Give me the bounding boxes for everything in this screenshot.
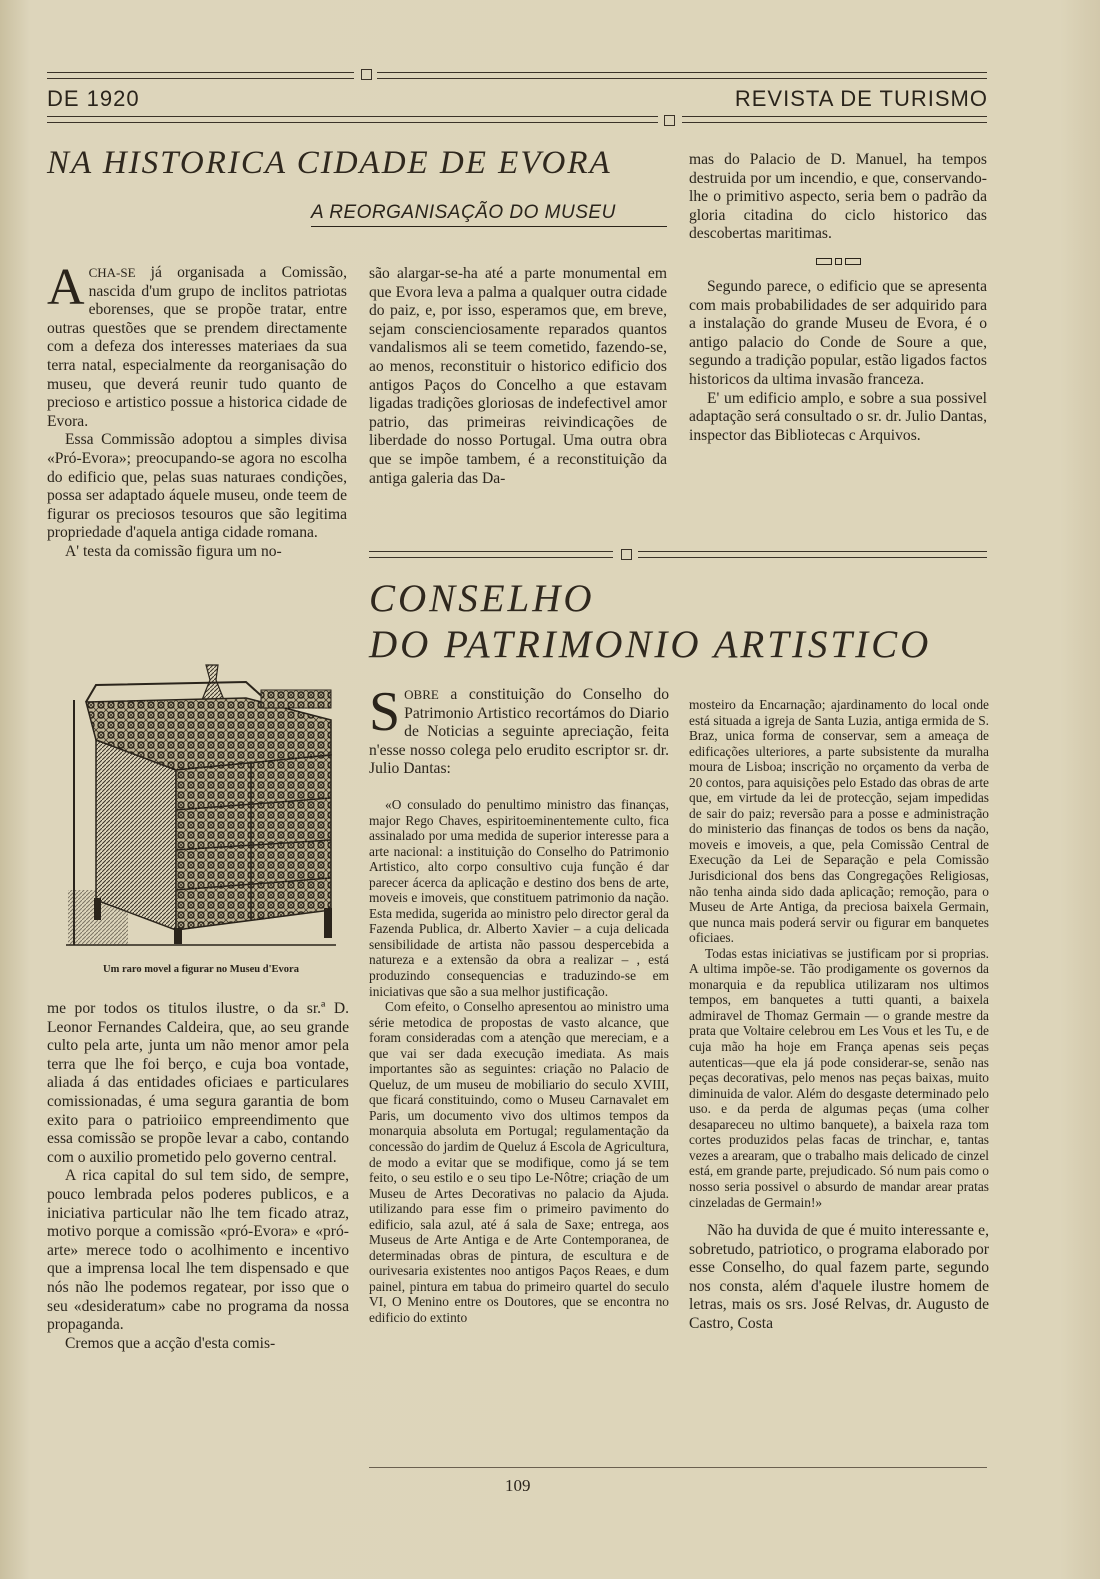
article2-quote-paragraph: «O consulado do penultimo ministro das finanças, major Rego Chaves, espiritoeminentemente culto, fica assinalado por uma medida de superior interesse para a arte nacional: a instituição do Conselho do Patrimonio Artistico, alto corpo consultivo cuja função é dar parecer ácerca da aplicação e destino dos bens de arte, moveis e imoveis, que constituem patrimonio da nação. Esta medida, sugerida ao ministro pelo director geral da Fazenda Publica, dr. Alberto Xavier – a cuja delicada sensibilidade de artista não passou despercebida a natureza e a extensão da obra a realizar – , está produzindo consequencias e traduzindo-se em iniciativas que são a sua melhor justificação.	[369, 796, 669, 999]
footer-rule	[369, 1467, 987, 1468]
article2-quote-paragraph: Com efeito, o Conselho apresentou ao ministro uma série metodica de propostas de vasto alcance, que foram consideradas com a atenção que mereciam, e a que vai ser dada execução imediata. As mais importantes são as seguintes: criação no Palacio de Queluz, de um museu de mobiliario do seculo XVIII, que ficará constituindo, como o Museu Carnavalet em Paris, um documento vivo dos ultimos tempos da monarquia absoluta em Portugal; regulamentação da concessão do jardim de Queluz á Escola de Agricultura, de modo a evitar que se modifique, como já se tem feito, o seu estilo e o seu tipo Le-Nôtre; criação de um Museu de Artes Decorativas no palacio da Ajuda. utilizando para esse fim o primeiro pavimento do edificio, sala azul, até á sala de Saxe; entrega, aos Museus de Arte Antiga e de Arte Contemporanea, de determinadas obras de pintura, de escultura e de ourivesaria existentes noo antigos Paços Reaes, e dum painel, pintura em tabua do primeiro quartel do seculo VI, O Menino entre os Doutores, que se encontra no edificio do extinto	[369, 999, 669, 1326]
section-rule-right	[638, 551, 987, 558]
header-bottom-rule-left	[47, 116, 658, 123]
article1-column-1	[47, 259, 347, 562]
article2-dropcap: S	[369, 681, 401, 743]
article1-paragraph: Segundo parece, o edificio que se apresenta com mais probabilidades de ser adquirido para a instalação do grande Museu de Evora, é o antigo palacio do Conde de Soure a que, segundo a tradição popular, estão ligados factos historicos da ultima invasão franceza.	[689, 277, 987, 388]
article1-subtitle-underline	[311, 226, 667, 227]
article1-paragraph: me por todos os titulos ilustre, o da sr.ª D. Leonor Fernandes Caldeira, que, ao seu grande culto pela arte, junta um não menor amor pela terra que lhe foi berço, e cuja boa vontade, aliada á das entidades oficiaes e particulares comissionadas, é uma segura garantia de bom exito para o patrioiico empreendimento que essa comissão se propõe levar a cabo, contando com o auxilio prometido pelo governo central.	[47, 1000, 349, 1166]
header-magazine-name: REVISTA DE TURISMO	[734, 86, 988, 111]
header-bottom-ornament-box	[664, 115, 675, 126]
furniture-engraving	[66, 660, 336, 950]
article1-paragraph: Cremos que a acção d'esta comis-	[65, 1334, 276, 1352]
article1-paragraph: Essa Commissão adoptou a simples divisa «Pró-Evora»; preocupando-se agora no escolha do edificio que, pelas suas naturaes condições, possa ser adaptado áquele museu, onde teem de figurar os preciosos tesouros que são legitima propriedade d'aquela antiga cidade romana.	[47, 431, 347, 542]
page-number: 109	[505, 1476, 531, 1495]
article1-paragraph: mas do Palacio de D. Manuel, ha tempos destruida por um incendio, e que, conservando-lhe o primitivo aspecto, seria bem o padrão da gloria citadina do ciclo historico das descobertas maritimas.	[689, 151, 987, 243]
article1-paragraph: E' um edificio amplo, e sobre a sua possivel adaptação será consultado o sr. dr. Julio Dantas, inspector das Bibliotecas c Arquivos.	[689, 389, 987, 444]
header-top-rule-right	[377, 72, 987, 79]
header-top-rule-left	[47, 72, 354, 79]
article2-quote-paragraph: Todas estas iniciativas se justificam por si proprias. A ultima impõe-se. Tão prodigamente os governos da monarquia e da republica utilizaram nos ultimos tempos, em banquetes a tutti quanti, a baixela admiravel de Thomaz Germain — o grande mestre da prata que Voltaire celebrou em Les Vous et les Tu, e de cuja mão ha hoje em França apenas seis peças autenticas—que ela já pode considerar-se, senão nas peças decorativas, pelo menos nas peças baixas, muito diminuida de valor. Além do desgaste determinado pelo uso. e da perda de algumas peças (uma colher desapareceu no ultimo banquete), a baixela raza tom cortes produzidos pelas facas de trinchar, e, tantas vezes a arearam, que o trabalho mais delicado de cinzel está, em grande parte, prejudicado. Só num pais como o nosso seria possivel o absurdo de mandar arear pratas cinzeladas de Germain!»	[689, 945, 989, 1210]
article2-quote-paragraph: mosteiro da Encarnação; ajardinamento do local onde está situada a igreja de Santa Luzia, antiga ermida de S. Braz, unica forma de conservar, sem a ameaça de edificações ulteriores, a parte subsistente da muralha moura de Lisboa; inscrição no orçamento da verba de 20 contos, para aquisições pelo Estado das obras de arte que, em virtude da lei de protecção, sejam impedidas de sair do paiz; reversão para a posse e administração do ministerio das finanças de todos os bens da nação, moveis e imoveis, a que, pela Comissão Central de Execução da Lei de Separação e pela Comissão Jurisdicional dos bens das Congregações Religiosas, não tenha ainda sido dada aplicação; remoção, para o Museu de Arte Antiga, da preciosa baixela Germain, que nunca mais poderá servir ou figurar em banquetes oficiaes.	[689, 697, 989, 946]
section-rule-left	[369, 551, 613, 558]
article1-column-1-continued	[47, 1000, 349, 1353]
article1-column-3	[689, 151, 987, 445]
article1-paragraph: são alargar-se-ha até a parte monumental em que Evora leva a palma a qualquer outra cidade do paiz, e, por isso, esperamos que, em breve, sejam conscienciosamente reparados quantos vandalismos ali se teem cometido, fazendo-se, ao menos, reconstituir o historico edificio dos antigos Paços do Concelho a que estavam ligadas tradições gloriosas de indefectivel amor patrio, das primeiras reivindicações de liberdade do nosso Portugal. Uma outra obra que se impõe tambem, é a reconstituição da antiga galeria das Da-	[369, 265, 667, 487]
article1-title: NA HISTORICA CIDADE DE EVORA	[47, 145, 612, 181]
header-date: DE 1920	[47, 86, 140, 111]
article2-column-3	[689, 697, 989, 1334]
article1-lead-caps: CHA-SE	[88, 265, 136, 280]
article1-paragraph: A rica capital do sul tem sido, de sempre, pouco lembrada pelos poderes publicos, e a iniciativa particular não lhe tem ficado atraz, motivo porque a comissão «pró-Evora» e «pró-arte» merece todo o acolhimento e incentivo que a imprensa local lhe tem dispensado e que nós não lhe podemos regatear, por isso que o seu «desideratum» cabe no programa da nossa propaganda.	[47, 1167, 349, 1334]
cabinet-illustration	[66, 660, 336, 950]
article2-intro: a constituição do Conselho do Patrimonio Artistico recortámos do Diario de Noticias a seguinte apreciação, feita n'esse nosso colega pelo erudito escriptor sr. dr. Julio Dantas:	[369, 686, 669, 778]
article2-title-line2: DO PATRIMONIO ARTISTICO	[369, 623, 932, 666]
article1-paragraph: A' testa da comissão figura um no-	[65, 542, 282, 560]
article1-column-2	[369, 265, 667, 488]
article2-title-line1: CONSELHO	[369, 577, 595, 620]
article2-lead-caps: OBRE	[404, 687, 439, 702]
article1-subtitle: A REORGANISAÇÃO DO MUSEU	[311, 202, 616, 223]
article2-closing: Não ha duvida de que é muito interessante e, sobretudo, patriotico, o programa elaborado por esse Conselho, do qual fazem parte, segundo nos consta, além d'aquele ilustre homem de letras, mais os srs. José Relvas, dr. Augusto de Castro, Costa	[689, 1222, 989, 1333]
article2-column-2	[369, 681, 669, 1326]
section-ornament	[689, 250, 987, 272]
article1-paragraph: já organisada a Comissão, nascida d'um grupo de inclitos patriotas eborenses, que se propõe tratar, entre outras questões que se prendem directamente com a defeza dos interesses materiaes da sua terra natal, especialmente da reorganisação do museu, que deverá reunir tudo quanto de precioso e artistico possue a historica cidade de Evora.	[47, 264, 347, 430]
section-rule-box	[621, 549, 632, 560]
header-bottom-rule-right	[682, 116, 987, 123]
header-ornament-box	[361, 69, 372, 80]
article1-dropcap: A	[47, 259, 85, 316]
engraving-caption: Um raro movel a figurar no Museu d'Evora	[103, 964, 299, 975]
